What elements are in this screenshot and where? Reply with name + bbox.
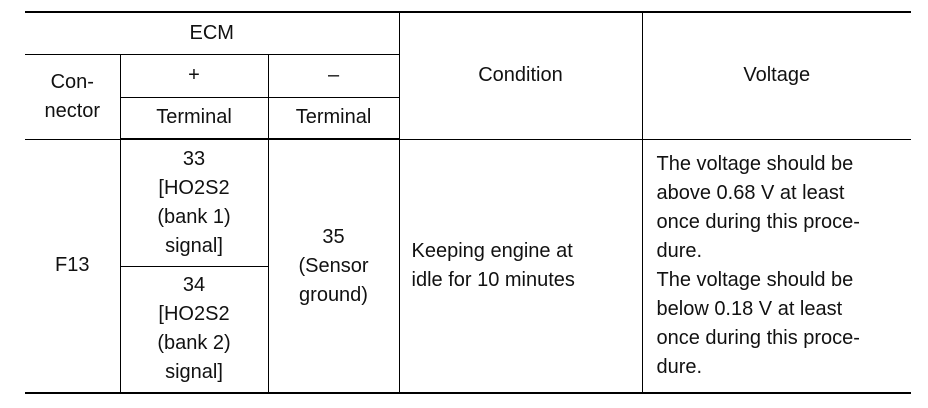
header-terminal-minus: Terminal [268,97,399,139]
header-voltage: Voltage [642,12,911,139]
voltage-line-6: below 0.18 V at least [656,297,843,320]
terminal-35-line-3: ground) [299,283,368,306]
header-connector-line-1: Con- [50,70,94,93]
voltage-line-4: dure. [656,239,703,262]
header-minus: – [268,54,399,97]
voltage-line-5: The voltage should be [656,268,854,291]
condition-line-2: idle for 10 minutes [411,268,575,291]
condition-line-1: Keeping engine at [411,239,573,262]
voltage-line-1: The voltage should be [656,152,854,175]
cell-connector: F13 [25,139,120,393]
terminal-33-number: 33 [182,147,206,170]
cell-condition [399,139,642,393]
header-connector-line-2: nector [44,99,101,122]
terminal-33-line-3: (bank 1) [157,205,231,228]
header-plus: + [120,54,268,97]
voltage-line-8: dure. [656,355,703,378]
terminal-34-number: 34 [182,274,206,297]
voltage-spec-table [25,11,911,394]
cell-voltage [642,139,911,393]
terminal-35-line-2: (Sensor [298,254,369,277]
cell-plus-terminal-bank1 [120,139,268,266]
terminal-34-line-4: signal] [165,361,223,384]
terminal-33-line-2: [HO2S2 [158,176,230,199]
cell-plus-terminal-bank2 [120,266,268,393]
voltage-line-2: above 0.68 V at least [656,181,845,204]
cell-minus-terminal [268,139,399,393]
terminal-33-line-4: signal] [165,234,223,257]
voltage-line-7: once during this proce- [656,326,860,349]
terminal-34-line-2: [HO2S2 [158,303,230,326]
voltage-line-3: once during this proce- [656,210,860,233]
terminal-35-number: 35 [322,225,345,248]
terminal-34-line-3: (bank 2) [157,332,231,355]
header-terminal-plus: Terminal [120,97,268,139]
header-condition: Condition [399,12,642,139]
header-connector [25,54,120,139]
header-ecm: ECM [25,12,399,54]
